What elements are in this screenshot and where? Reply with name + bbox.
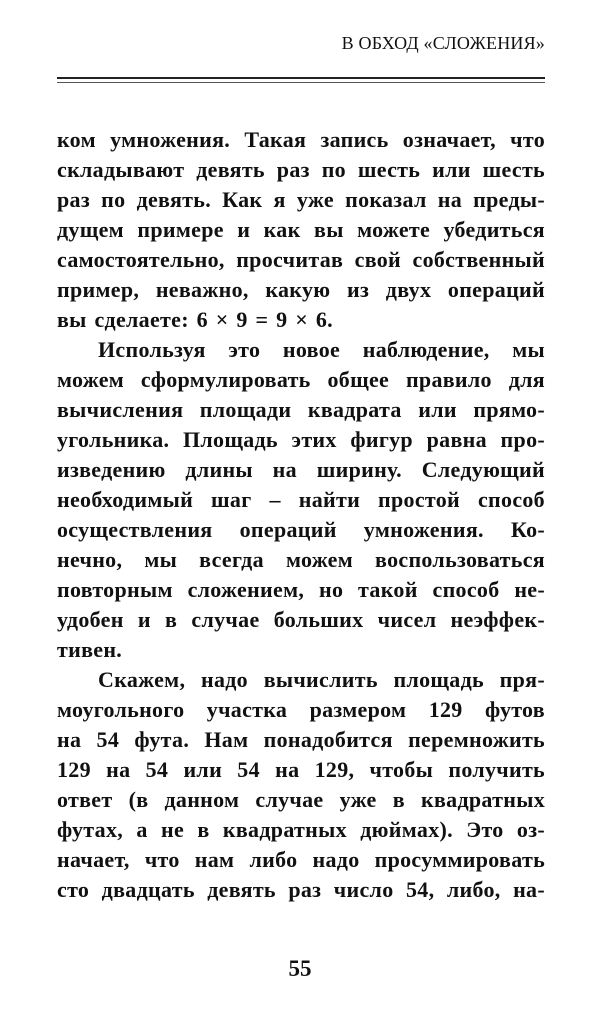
text-line: складывают девять раз по шесть или шесть [57, 157, 545, 182]
text-line: футах, а не в квадратных дюймах). Это оз- [57, 817, 545, 842]
running-header: В ОБХОД «СЛОЖЕНИЯ» [341, 33, 545, 53]
text-line: вычисления площади квадрата или прямо- [57, 397, 545, 422]
text-line: удобен и в случае больших чисел неэффек- [57, 607, 545, 632]
text-line: вы сделаете: 6 × 9 = 9 × 6. [57, 307, 333, 332]
paragraph-start-line: Скажем, надо вычислить площадь пря- [98, 667, 545, 692]
text-line: 129 на 54 или 54 на 129, чтобы получить [57, 757, 545, 782]
body-text [57, 125, 545, 905]
paragraph-start-line: Используя это новое наблюдение, мы [98, 337, 545, 362]
text-line: ком умножения. Такая запись означает, что [57, 127, 545, 152]
text-line: нечно, мы всегда можем воспользоваться [57, 547, 545, 572]
text-line: можем сформулировать общее правило для [57, 367, 545, 392]
text-line: угольника. Площадь этих фигур равна про- [57, 427, 545, 452]
page-number: 55 [288, 956, 312, 981]
text-line: на 54 фута. Нам понадобится перемножить [57, 727, 545, 752]
text-line: моугольного участка размером 129 футов [57, 697, 545, 722]
text-line: ответ (в данном случае уже в квадратных [57, 787, 545, 812]
text-line: начает, что нам либо надо просуммировать [57, 847, 545, 872]
text-line: раз по девять. Как я уже показал на преды- [57, 187, 545, 212]
text-line: повторным сложением, но такой способ не- [57, 577, 545, 602]
text-line: дущем примере и как вы можете убедиться [57, 217, 545, 242]
text-line: осуществления операций умножения. Ко- [57, 517, 545, 542]
text-line: сто двадцать девять раз число 54, либо, на- [57, 877, 545, 902]
text-line: тивен. [57, 637, 123, 662]
text-line: необходимый шаг – найти простой способ [57, 487, 545, 512]
text-line: изведению длины на ширину. Следующий [57, 457, 545, 482]
header-double-rule [57, 77, 545, 83]
text-line: самостоятельно, просчитав свой собственный [57, 247, 545, 272]
text-line: пример, неважно, какую из двух операций [57, 277, 545, 302]
